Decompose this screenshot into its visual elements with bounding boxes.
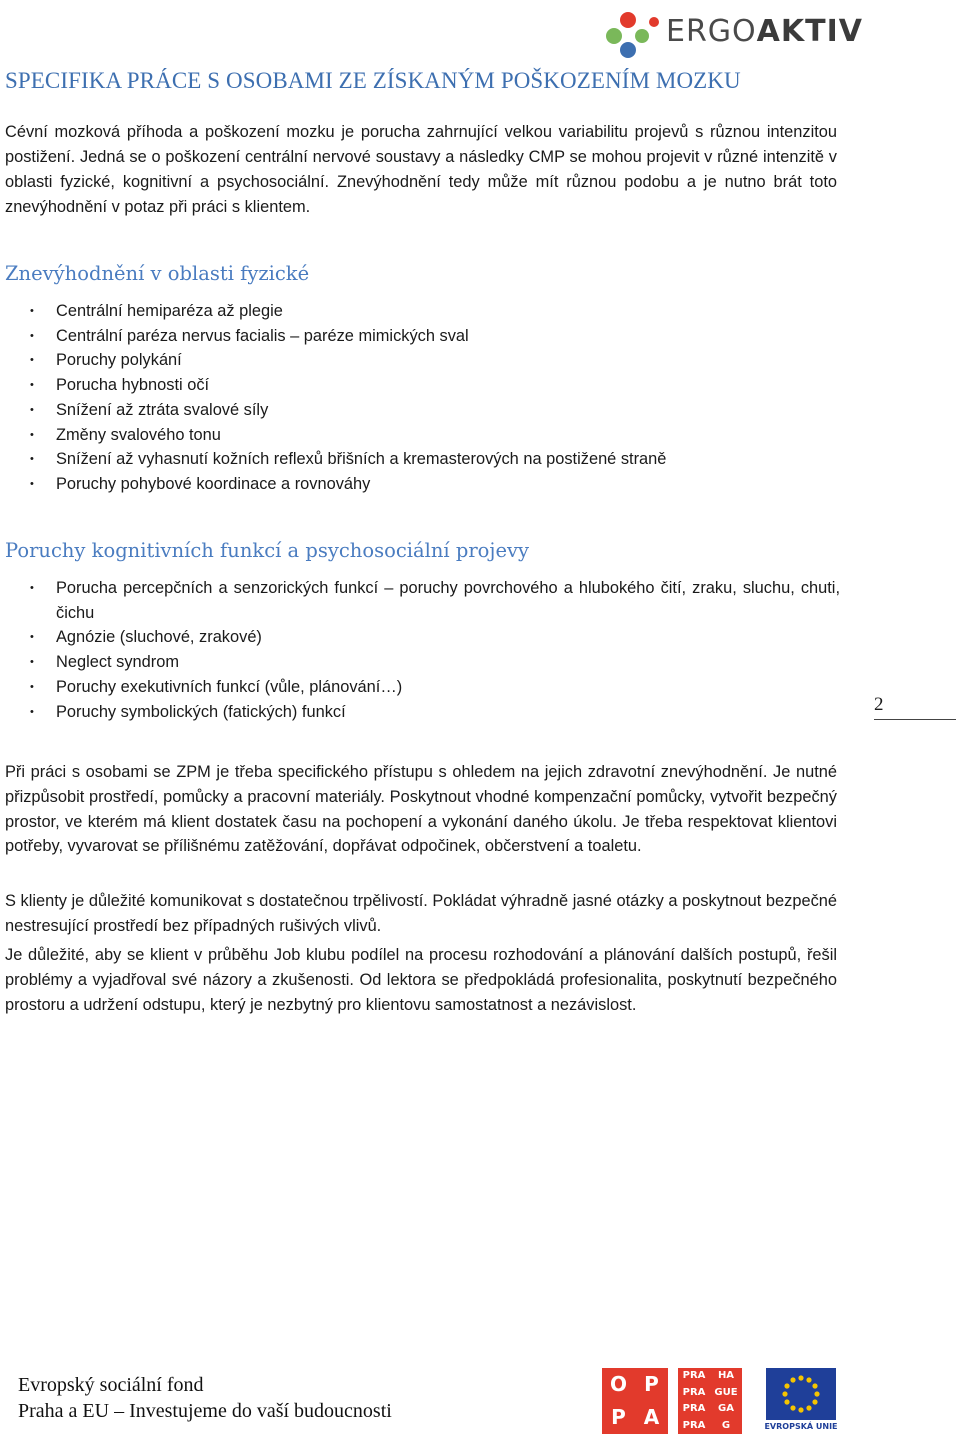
opp-letter: O [609,1372,627,1396]
praha-word: PRA [682,1403,706,1414]
list-item: • Poruchy symbolických (fatických) funkcí [30,700,840,725]
list-item: • Porucha hybnosti očí [30,373,840,398]
physical-list [30,299,840,497]
list-item: • Neglect syndrom [30,650,840,675]
list-item: • Poruchy polykání [30,348,840,373]
page-number: 2 [874,694,956,720]
praha-word: GUE [714,1386,738,1398]
cognitive-list [30,576,840,724]
document-title: SPECIFIKA PRÁCE S OSOBAMI ZE ZÍSKANÝM POŠKOZENÍM MOZKU [5,68,741,93]
logo-wordmark [666,14,863,49]
list-item: • Změny svalového tonu [30,423,840,448]
praha-logo [678,1368,742,1434]
paragraph-communication: S klienty je důležité komunikovat s dostatečnou trpělivostí. Pokládat výhradně jasné otázky a poskytnout bezpečné nestresující prostředí bez případných rušivých vlivů. [5,892,837,935]
list-item: • Snížení až ztráta svalové síly [30,398,840,423]
intro-paragraph: Cévní mozková příhoda a poškození mozku je porucha zahrnující velkou variabilitu projevů s různou intenzitou postižení. Jedná se o poškození centrální nervové soustavy a následky CMP se mohou projevit v různé intenzitě v oblasti fyzické, kognitivní a psychosociální. Znevýhodnění tedy může mít různou podobu a je nutno brát toto znevýhodnění v potaz při práci s klientem. [5,123,837,216]
logo-mark-icon [598,6,668,60]
opp-letter: A [643,1405,660,1429]
footer-line-invest: Praha a EU – Investujeme do vaší budoucnosti [18,1400,392,1422]
list-item: • Centrální hemiparéza až plegie [30,299,840,324]
opp-letter: P [644,1372,659,1396]
list-item: • Agnózie (sluchové, zrakové) [30,625,840,650]
footer-line-esf: Evropský sociální fond [18,1374,204,1396]
list-item: • Poruchy pohybové koordinace a rovnováhy [30,472,840,497]
paragraph-approach: Při práci s osobami se ZPM je třeba specifického přístupu s ohledem na jejich zdravotní znevýhodnění. Je nutné přizpůsobit prostředí, pomůcky a pracovní materiály. Poskytnout vhodné kompenzační pomůcky, vytvořit bezpečný prostor, ve kterém má klient dostatek času na pochopení a vykonání daného úkolu. Je třeba respektovat klientovi potřeby, vyvarovat se přílišnému zatěžování, dopřávat odpočinek, občerstvení a toaletu. [5,763,837,856]
eu-logo [764,1368,838,1434]
logo-text-ergo: ERGO [666,14,757,49]
opp-letter: P [611,1405,626,1429]
section-heading-physical: Znevýhodnění v oblasti fyzické [5,262,310,285]
section-heading-cognitive: Poruchy kognitivních funkcí a psychosociální projevy [5,539,530,562]
praha-word: GA [718,1403,734,1414]
praha-word: PRA [682,1370,706,1381]
praha-word: HA [717,1370,735,1381]
praha-word: PRA [682,1419,706,1431]
logo-text-aktiv: AKTIV [756,14,863,49]
eu-label: EVROPSKÁ UNIE [764,1422,838,1431]
paragraph-participation: Je důležité, aby se klient v průběhu Job klubu podílel na procesu rozhodování a plánování dalších postupů, řešil problémy a vyjadřoval své názory a zkušenosti. Od lektora se předpokládá profesionalita, poskytnutí bezpečného prostoru a udržení odstupu, který je nezbytný pro klientovu samostatnost a nezávislost. [5,946,837,1014]
list-item: • Snížení až vyhasnutí kožních reflexů břišních a kremasterových na postižené straně [30,447,840,472]
praha-word: G [721,1419,731,1431]
list-item: • Poruchy exekutivních funkcí (vůle, plánování…) [30,675,840,700]
eu-flag [766,1368,836,1420]
praha-word: PRA [682,1386,706,1398]
list-item: • Centrální paréza nervus facialis – paréze mimických sval [30,324,840,349]
eu-stars-icon [766,1368,836,1420]
opp-logo [602,1368,668,1434]
list-item: • Porucha percepčních a senzorických funkcí – poruchy povrchového a hlubokého čití, zraku, sluchu, chuti, čichu [30,576,840,625]
